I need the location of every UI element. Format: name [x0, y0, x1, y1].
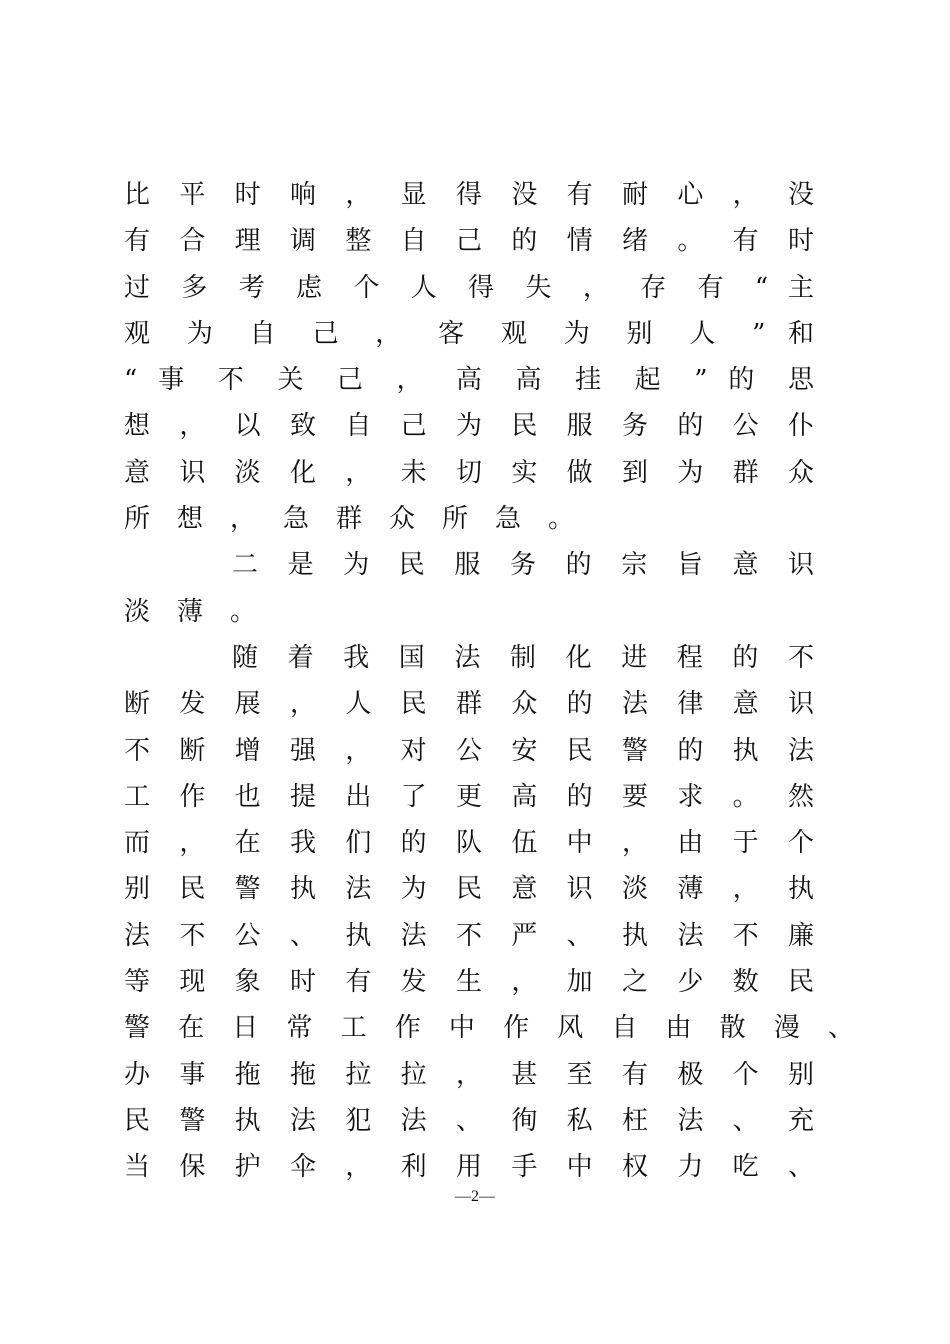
text-line: 观 为 自 己 ， 客 观 为 别 人 ” 和 [124, 318, 814, 349]
text-line: 过 多 考 虑 个 人 得 失 ， 存 有 “ 主 [124, 272, 814, 303]
text-line: 当 保 护 伞 ， 利 用 手 中 权 力 吃 、 [124, 1152, 814, 1183]
text-line: 意 识 淡 化 ， 未 切 实 做 到 为 群 众 [124, 457, 814, 488]
text-line: 而 ， 在 我 们 的 队 伍 中 ， 由 于 个 [124, 828, 814, 859]
text-line: “ 事 不 关 己 ， 高 高 挂 起 ” 的 思 [124, 365, 814, 396]
body-text [124, 172, 854, 1191]
text-line: 比 平 时 响 ， 显 得 没 有 耐 心 ， 没 [124, 180, 814, 210]
section-heading-line: 二 是 为 民 服 务 的 宗 旨 意 识 [232, 550, 814, 581]
text-line: 有 合 理 调 整 自 己 的 情 绪 。 有 时 [124, 226, 814, 257]
text-line: 警 在 日 常 工 作 中 作 风 自 由 散 漫 、 [124, 1013, 854, 1044]
page-number: —2— [455, 1188, 495, 1205]
text-line: 法 不 公 、 执 法 不 严 、 执 法 不 廉 [124, 920, 814, 951]
text-line: 想 ， 以 致 自 己 为 民 服 务 的 公 仆 [124, 411, 814, 442]
text-line: 别 民 警 执 法 为 民 意 识 淡 薄 ， 执 [124, 874, 814, 905]
text-line: 民 警 执 法 犯 法 、 徇 私 枉 法 、 充 [124, 1105, 814, 1136]
text-line: 等 现 象 时 有 发 生 ， 加 之 少 数 民 [124, 967, 814, 998]
text-line: 所想，急群众所急。 [124, 504, 602, 535]
text-line: 不 断 增 强 ， 对 公 安 民 警 的 执 法 [124, 735, 814, 766]
text-line: 断 发 展 ， 人 民 群 众 的 法 律 意 识 [124, 689, 814, 720]
text-line: 办 事 拖 拖 拉 拉 ， 甚 至 有 极 个 别 [124, 1059, 814, 1090]
paragraph-first-line: 随 着 我 国 法 制 化 进 程 的 不 [232, 642, 814, 673]
text-line: 工 作 也 提 出 了 更 高 的 要 求 。 然 [124, 781, 814, 812]
section-heading-line: 淡薄。 [124, 596, 284, 627]
